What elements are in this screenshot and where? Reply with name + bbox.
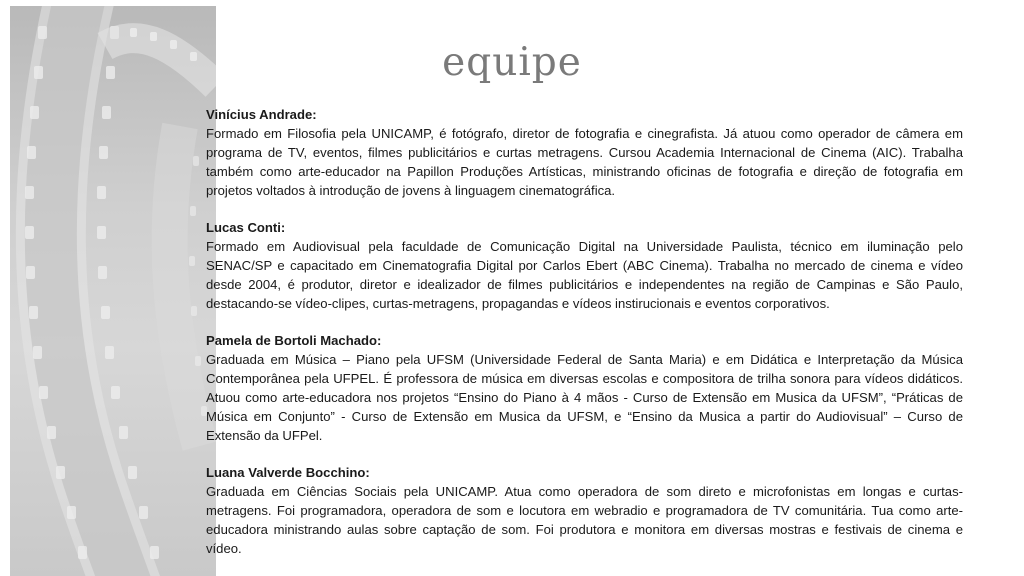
- team-member-lucas: [206, 218, 963, 313]
- film-strip-decoration: [10, 6, 216, 576]
- team-list: [206, 105, 963, 576]
- page-title: equipe: [442, 40, 582, 85]
- member-name: Luana Valverde Bocchino:: [206, 465, 370, 480]
- member-name: Pamela de Bortoli Machado:: [206, 333, 382, 348]
- member-bio: Graduada em Música – Piano pela UFSM (Universidade Federal de Santa Maria) e em Didática e Interpretação da Música Contemporânea pela UFPEL. É professora de música em diversas escolas e compositora de trilha sonora para vídeos didáticos. Atuou como arte-educadora nos projetos “Ensino do Piano à 4 mãos - Curso de Extensão em Musica da UFSM”, “Práticas de Música em Conjunto” - Curso de Extensão em Musica da UFSM, e “Ensino da Musica a partir do Audiovisual” – Curso de Extensão da UFPel.: [206, 352, 963, 443]
- member-name: Vinícius Andrade:: [206, 107, 317, 122]
- team-member-luana: [206, 463, 963, 558]
- film-strip-icon: [10, 6, 216, 576]
- team-member-pamela: [206, 331, 963, 445]
- member-bio: Formado em Filosofia pela UNICAMP, é fotógrafo, diretor de fotografia e cinegrafista. Já atuou como operador de câmera em programa de TV, eventos, filmes publicitários e curtas metragens. Cursou Academia Internacional de Cinema (AIC). Trabalha também como arte-educador na Papillon Produções Artísticas, ministrando oficinas de fotografia e direção de fotografia em projetos voltados à introdução de jovens à linguagem cinematográfica.: [206, 126, 963, 198]
- team-member-vinicius: [206, 105, 963, 200]
- member-bio: Formado em Audiovisual pela faculdade de Comunicação Digital na Universidade Paulista, técnico em iluminação pelo SENAC/SP e capacitado em Cinematografia Digital por Carlos Ebert (ABC Cinema). Trabalha no mercado de cinema e vídeo desde 2004, é produtor, diretor e idealizador de filmes publicitários e independentes na região de Campinas e São Paulo, destacando-se vídeo-clipes, curtas-metragens, propagandas e vídeos instirucionais e eventos corporativos.: [206, 239, 963, 311]
- member-bio: Graduada em Ciências Sociais pela UNICAMP. Atua como operadora de som direto e microfonistas em longas e curtas-metragens. Foi programadora, operadora de som e locutora em webradio e programadora de TV comunitária. Tua como arte-educadora ministrando aulas sobre captação de som. Foi produtora e monitora em diversas mostras e festivais de cinema e vídeo.: [206, 484, 963, 556]
- member-name: Lucas Conti:: [206, 220, 286, 235]
